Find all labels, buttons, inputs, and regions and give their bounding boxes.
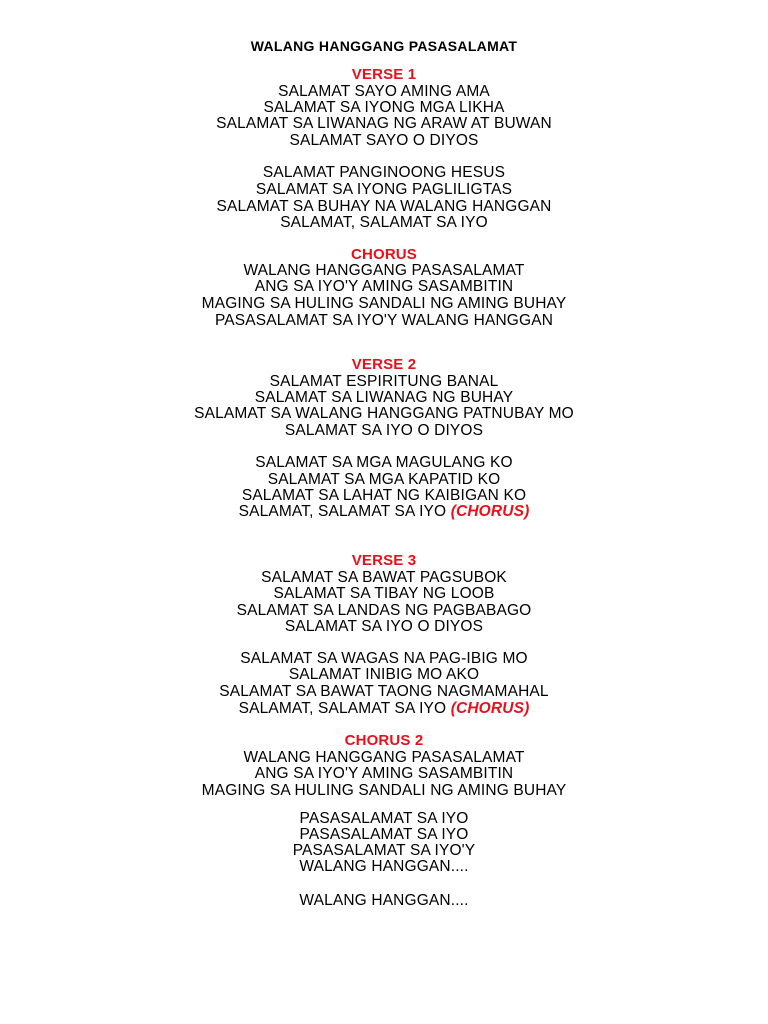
lyric-text: SALAMAT SA LIWANAG NG BUHAY (254, 388, 514, 406)
lyric-line (0, 405, 768, 422)
lyric-text: MAGING SA HULING SANDALI NG AMING BUHAY (201, 781, 567, 799)
lyric-line (0, 782, 768, 799)
lyric-line (0, 749, 768, 766)
lyric-text: SALAMAT SA BAWAT TAONG NAGMAMAHAL (219, 682, 549, 700)
lyric-text: SALAMAT SA MGA KAPATID KO (267, 470, 501, 488)
lyric-line (0, 842, 768, 859)
lyric-text: PASASALAMAT SA IYO'Y WALANG HANGGAN (214, 311, 554, 329)
lyric-line (0, 373, 768, 390)
lyric-text: ANG SA IYO'Y AMING SASAMBITIN (254, 764, 514, 782)
lyric-line (0, 503, 768, 520)
lyric-line (0, 278, 768, 295)
lyric-text: SALAMAT SA TIBAY NG LOOB (273, 584, 495, 602)
lyric-line (0, 826, 768, 843)
lyric-text: MAGING SA HULING SANDALI NG AMING BUHAY (201, 294, 567, 312)
lyric-line (0, 569, 768, 586)
section-header (0, 356, 768, 373)
lyric-text: WALANG HANGGANG PASASALAMAT (243, 748, 525, 766)
lyric-line (0, 487, 768, 504)
lyric-text: WALANG HANGGANG PASASALAMAT (243, 261, 525, 279)
lyric-text: SALAMAT SA WAGAS NA PAG-IBIG MO (240, 649, 528, 667)
section-header (0, 732, 768, 749)
lyric-line (0, 198, 768, 215)
lyric-text: SALAMAT PANGINOONG HESUS (262, 163, 506, 181)
lyric-line (0, 810, 768, 827)
lyric-text: SALAMAT SA BUHAY NA WALANG HANGGAN (216, 197, 552, 215)
lyric-line (0, 389, 768, 406)
lyric-text: SALAMAT SA LANDAS NG PAGBABAGO (236, 601, 532, 619)
lyric-text: SALAMAT SAYO O DIYOS (289, 131, 479, 149)
lyric-line (0, 585, 768, 602)
lyric-line (0, 99, 768, 116)
lyric-text: SALAMAT INIBIG MO AKO (288, 665, 480, 683)
lyric-text: SALAMAT, SALAMAT SA IYO (238, 502, 447, 520)
lyric-line (0, 312, 768, 329)
title-text: WALANG HANGGANG PASASALAMAT (250, 37, 518, 54)
lyric-text: PASASALAMAT SA IYO (299, 809, 469, 827)
lyric-line (0, 115, 768, 132)
section-header-text: VERSE 2 (351, 355, 417, 373)
section-header (0, 66, 768, 83)
lyric-line (0, 83, 768, 100)
lyric-line (0, 471, 768, 488)
section-header (0, 552, 768, 569)
lyric-line (0, 181, 768, 198)
lyric-line (0, 618, 768, 635)
section-header-text: CHORUS (351, 245, 417, 263)
lyric-line (0, 132, 768, 149)
lyric-text: PASASALAMAT SA IYO (299, 825, 469, 843)
lyric-line (0, 454, 768, 471)
chorus-cue: (CHORUS) (450, 502, 530, 520)
lyric-text: SALAMAT SAYO AMING AMA (278, 82, 490, 100)
section-header-text: VERSE 3 (351, 551, 417, 569)
section-header-text: VERSE 1 (351, 65, 417, 83)
lyric-text: WALANG HANGGAN.... (299, 857, 469, 875)
lyric-line (0, 666, 768, 683)
lyric-line (0, 858, 768, 875)
lyric-text: SALAMAT SA IYO O DIYOS (284, 617, 484, 635)
lyric-line (0, 765, 768, 782)
lyric-text: SALAMAT, SALAMAT SA IYO (238, 699, 447, 717)
lyric-text: PASASALAMAT SA IYO'Y (292, 841, 476, 859)
lyric-text: SALAMAT SA BAWAT PAGSUBOK (261, 568, 507, 586)
lyric-text: SALAMAT SA WALANG HANGGANG PATNUBAY MO (194, 404, 574, 422)
lyric-text: SALAMAT SA IYONG MGA LIKHA (263, 98, 505, 116)
lyric-line (0, 295, 768, 312)
section-header-text: CHORUS 2 (344, 731, 424, 749)
lyric-text: SALAMAT ESPIRITUNG BANAL (269, 372, 499, 390)
lyric-text: SALAMAT SA LIWANAG NG ARAW AT BUWAN (216, 114, 552, 132)
lyric-line (0, 892, 768, 909)
lyric-text: SALAMAT SA LAHAT NG KAIBIGAN KO (241, 486, 527, 504)
document-title (0, 38, 768, 55)
chorus-cue: (CHORUS) (450, 699, 530, 717)
lyric-text: SALAMAT SA MGA MAGULANG KO (255, 453, 513, 471)
lyric-line (0, 683, 768, 700)
lyric-text: WALANG HANGGAN.... (299, 891, 469, 909)
lyric-text: SALAMAT SA IYO O DIYOS (284, 421, 484, 439)
lyric-line (0, 650, 768, 667)
lyric-line (0, 262, 768, 279)
lyric-line (0, 422, 768, 439)
lyric-text: SALAMAT, SALAMAT SA IYO (280, 213, 488, 231)
lyric-text: SALAMAT SA IYONG PAGLILIGTAS (255, 180, 513, 198)
lyric-line (0, 700, 768, 717)
lyric-line (0, 164, 768, 181)
section-header (0, 246, 768, 263)
lyric-line (0, 602, 768, 619)
lyric-text: ANG SA IYO'Y AMING SASAMBITIN (254, 277, 514, 295)
lyric-line (0, 214, 768, 231)
